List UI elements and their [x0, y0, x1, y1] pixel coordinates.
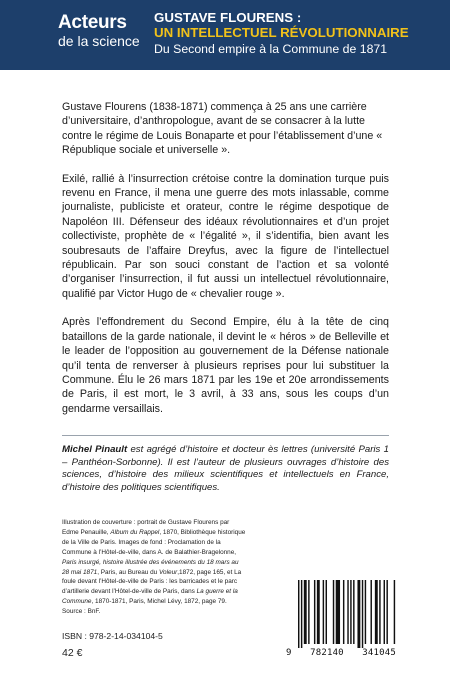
barcode-bar	[375, 580, 378, 644]
barcode-bar	[371, 580, 372, 644]
credits-work-title: La guerre et la Commune	[62, 588, 238, 606]
barcode-bar	[379, 580, 380, 644]
barcode-bar	[336, 580, 340, 644]
barcode-bar	[301, 580, 302, 648]
author-bio	[62, 444, 389, 494]
barcode-bar	[323, 580, 324, 644]
author-bio-text: est agrégé d’histoire et docteur ès lettres (université Paris 1 – Panthéon-Sorbonne). Il est l’auteur de plusieurs ouvrages d’histoire des sciences, d’histoire des milieux scientifiques et intellectuels en France, d’histoire des politiques scientifiques.	[62, 444, 389, 493]
credits-text: , Paris, au Bureau du	[97, 568, 160, 576]
barcode-bar	[350, 580, 351, 644]
book-title-block	[154, 11, 444, 57]
barcode-bar	[314, 580, 315, 644]
credits-text: Illustration de couverture : portrait de Gustave Flourens par Edme Penauille,	[62, 519, 230, 536]
isbn: ISBN : 978-2-14-034104-5	[62, 631, 163, 641]
illustration-credits	[62, 518, 247, 617]
series-name: Acteurs	[58, 12, 127, 33]
barcode-bar	[347, 580, 348, 644]
barcode-bar	[304, 580, 307, 644]
barcode-bar	[386, 580, 387, 644]
book-subtitle: Du Second empire à la Commune de 1871	[154, 41, 388, 56]
header-band	[0, 0, 450, 70]
barcode-bar	[353, 580, 354, 644]
barcode-bar	[365, 580, 366, 644]
barcode-digit-first: 9	[286, 648, 292, 658]
barcode-bar	[384, 580, 385, 644]
credits-text: , 1870, Bibliothèque historique de la Ville de Paris. Images de fond : Proclamation de la Commune à l’Hôtel-de-ville, dans A. de Balathier-Bragelonne,	[62, 528, 246, 556]
barcode-bar	[317, 580, 320, 644]
series-subname: de la science	[58, 33, 140, 49]
barcode-digits-left: 782140	[310, 648, 344, 658]
blurb-paragraph-2: Exilé, rallié à l’insurrection crétoise contre la domination turque puis revenu en France, il mena une guerre des mots inlassable, comme journaliste, publiciste et orateur, contre le régime despotique de Napoléon III. Défenseur des idéaux révolutionnaires et d’un projet collectiviste, prophète de « l’égalité », il s’identifia, bien avant les soubresauts de l’affaire Dreyfus, avec la figure de l’intellectuel républicain. Par son souci constant de l’action et sa volonté d’organiser l’insurrection, il fut aussi un intellectuel révolutionnaire, qualifié par Victor Hugo de « chevalier rouge ».	[62, 172, 389, 300]
barcode-bar	[357, 580, 360, 648]
barcode	[286, 578, 396, 662]
price: 42 €	[62, 647, 83, 659]
barcode-bar	[333, 580, 334, 644]
barcode-digits-right: 341045	[362, 648, 396, 658]
barcode-bar	[298, 580, 299, 648]
blurb-paragraph-3: Après l’effondrement du Second Empire, élu à la tête de cinq bataillons de la garde nationale, il devint le « héros » de Belleville et le leader de l’opposition au gouvernement de la Défense nationale qu’il tenta de renverser à plusieurs reprises pour lui substituer la Commune. Élu le 26 mars 1871 par les 19e et 20e arrondissements de Paris, il est mort, le 3 avril, à 33 ans, sous les coups d’un gendarme versaillais.	[62, 316, 389, 415]
credits-text: ,1872, page 165, et La foule devant l’Hôtel-de-ville de Paris : les barricades et le parc d’artillerie devant l’Hôtel-de-ville de Paris, dans	[62, 568, 242, 596]
barcode-bar	[343, 580, 344, 644]
credits-text: , 1870-1871, Paris, Michel Lévy, 1872, page 79. Source : BnF.	[62, 598, 227, 616]
barcode-bar	[308, 580, 309, 644]
credits-work-title: Album du Rappel	[110, 528, 160, 536]
author-name: Michel Pinault	[62, 444, 128, 455]
credits-work-title: Paris insurgé, histoire illustrée des événements du 18 mars au 28 mai 1871	[62, 558, 239, 576]
credits-work-title: Voleur	[159, 568, 178, 576]
book-title-line2: UN INTELLECTUEL RÉVOLUTIONNAIRE	[154, 24, 409, 40]
barcode-digits	[286, 648, 396, 658]
blurb-paragraph-1: Gustave Flourens (1838-1871) commença à 25 ans une carrière d’universitaire, d’anthropologue, avant de se consacrer à la lutte contre le régime de Louis Bonaparte et pour l’établissement d’une « République sociale et universelle ».	[62, 101, 383, 157]
blurb	[62, 100, 389, 430]
separator-line	[62, 435, 389, 436]
barcode-bars	[286, 578, 396, 648]
book-title-line1: GUSTAVE FLOURENS :	[154, 10, 302, 25]
barcode-bar	[362, 580, 363, 648]
barcode-bar	[394, 580, 395, 644]
barcode-bar	[326, 580, 327, 644]
series-logo	[58, 13, 148, 48]
